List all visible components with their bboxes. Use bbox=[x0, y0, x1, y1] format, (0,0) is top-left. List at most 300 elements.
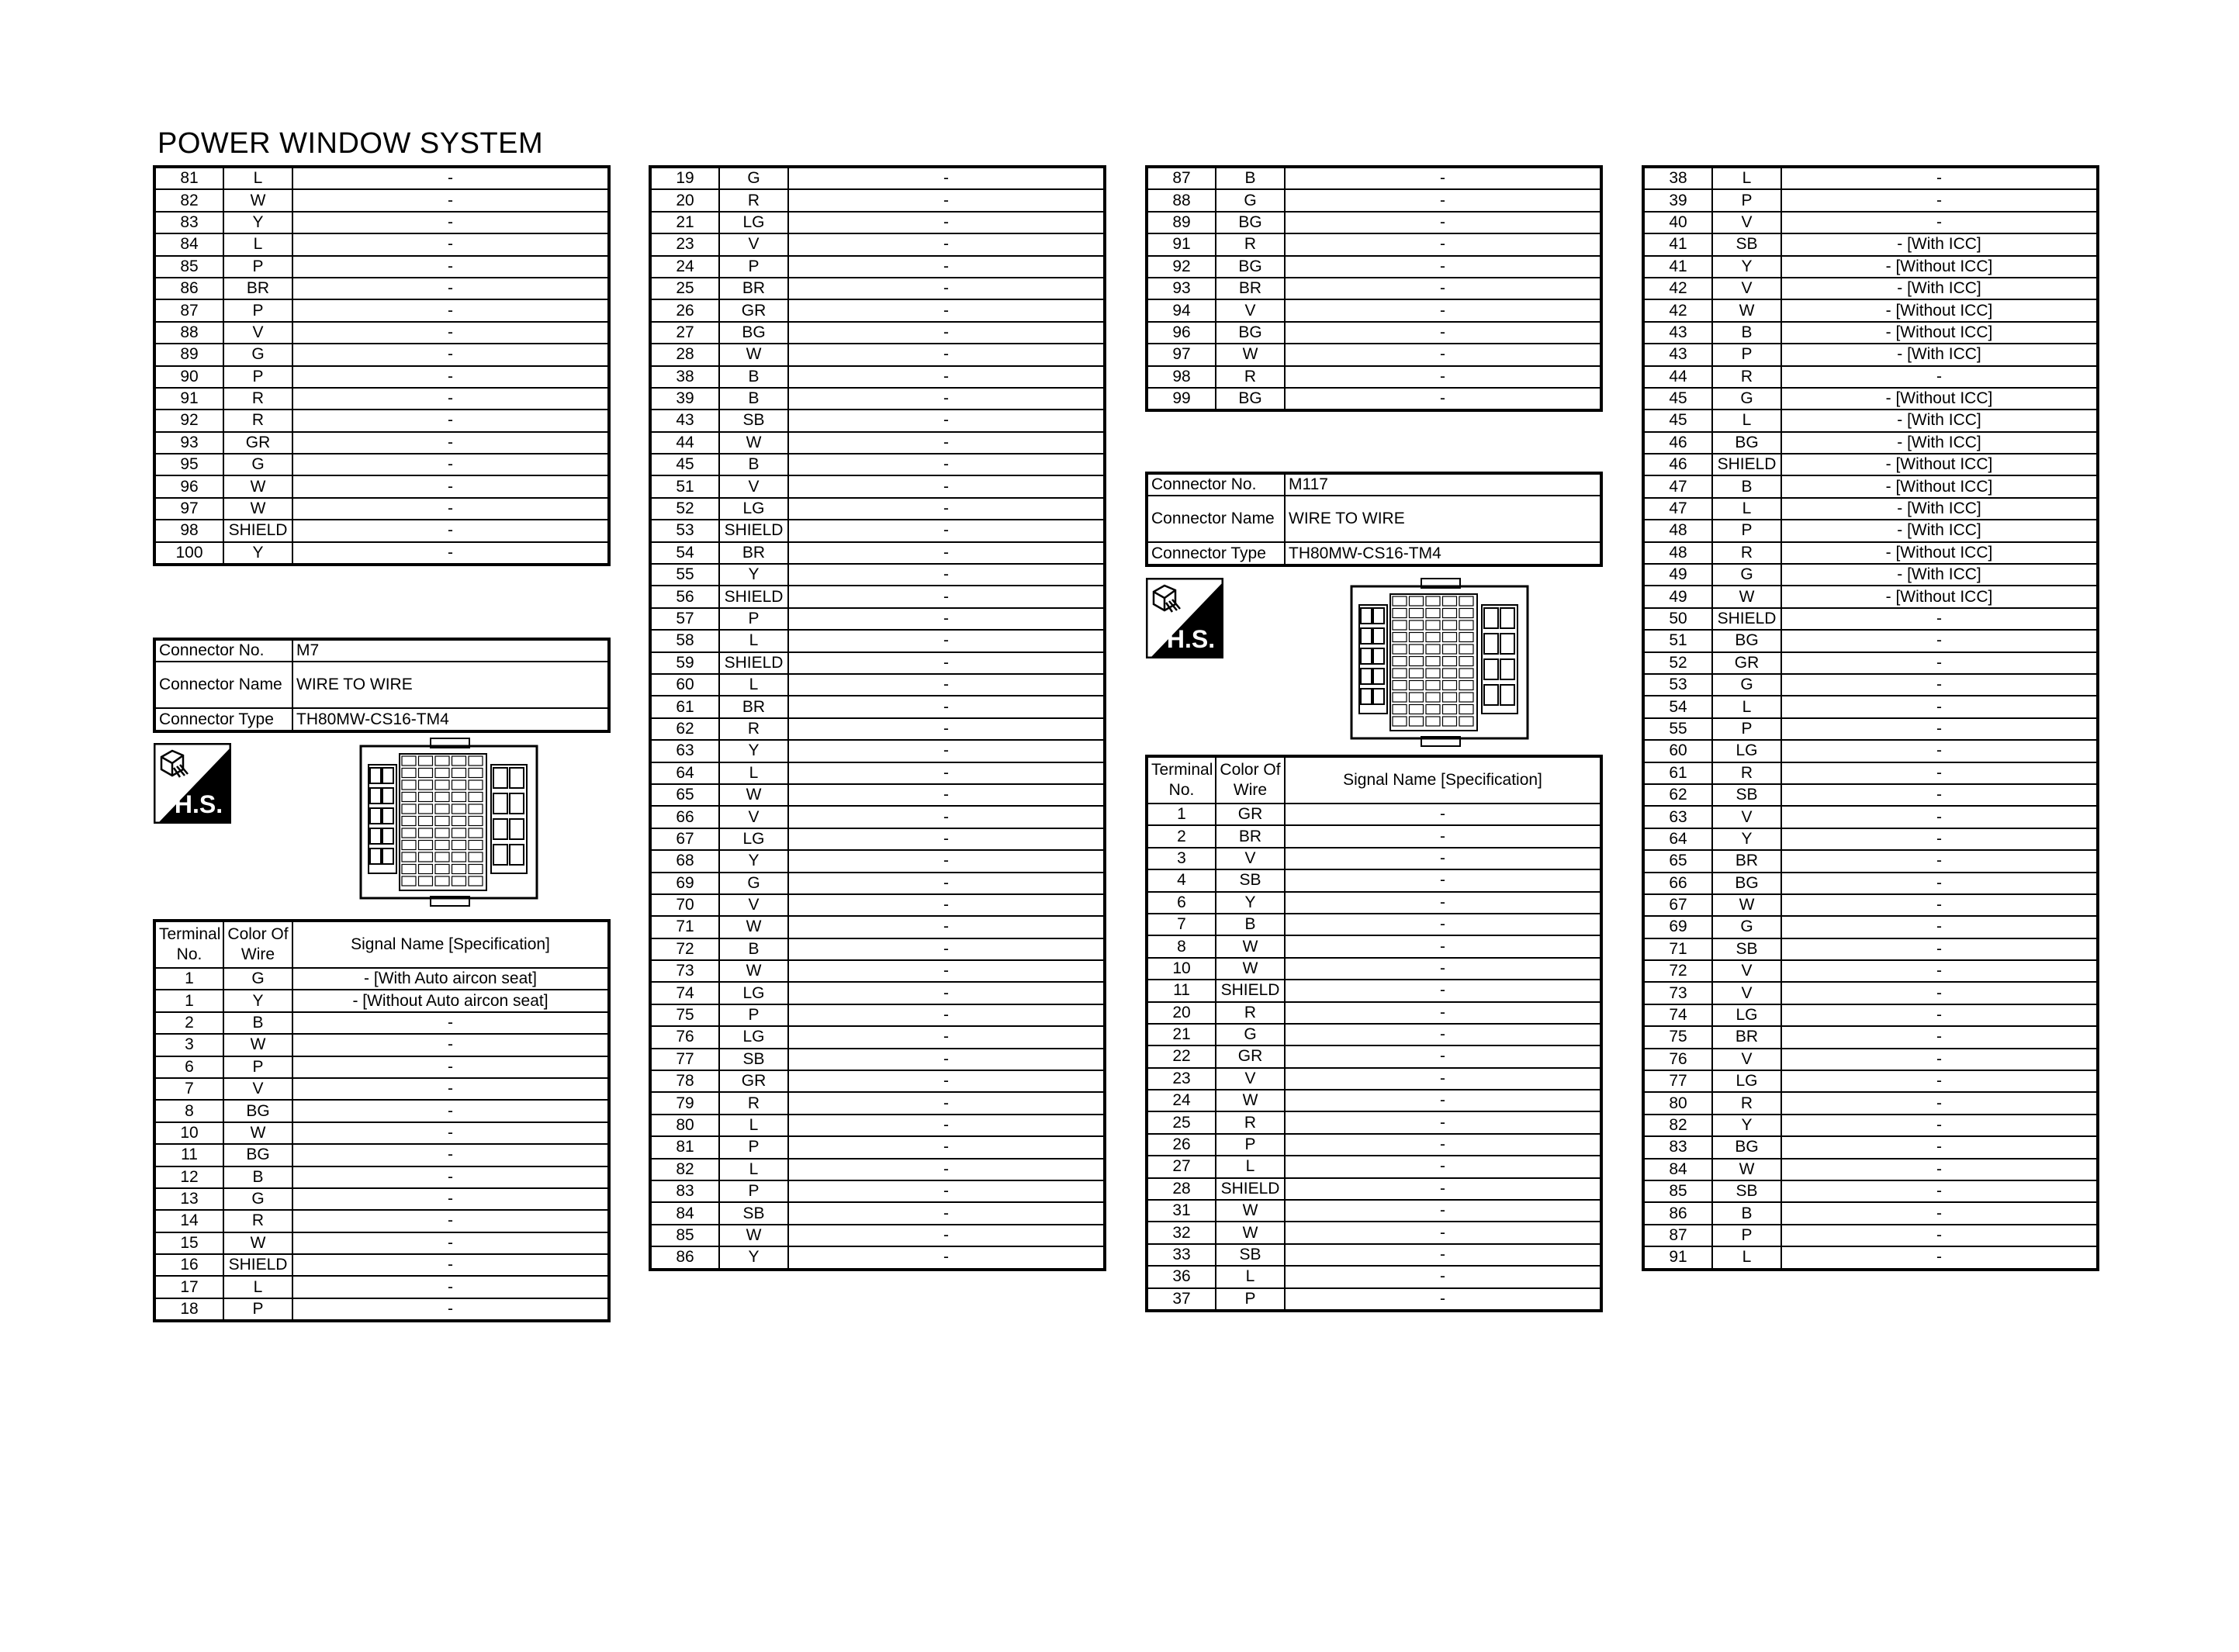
table-row bbox=[1643, 520, 2098, 541]
wire-color-cell: P bbox=[719, 1180, 788, 1202]
table-row bbox=[1643, 410, 2098, 431]
wire-color-cell: B bbox=[1712, 322, 1781, 344]
wire-color-cell: BG bbox=[1712, 630, 1781, 651]
terminal-no-cell: 47 bbox=[1643, 498, 1712, 520]
table-row bbox=[154, 1144, 609, 1166]
terminal-no-cell: 21 bbox=[1147, 1024, 1216, 1045]
table-row bbox=[1643, 212, 2098, 233]
terminal-no-cell: 49 bbox=[1643, 564, 1712, 586]
wire-color-cell: G bbox=[1712, 916, 1781, 938]
signal-name-cell: - bbox=[292, 344, 609, 365]
signal-name-cell: - bbox=[1285, 1178, 1601, 1200]
terminal-no-cell: 91 bbox=[1643, 1246, 1712, 1269]
wire-color-cell: V bbox=[719, 475, 788, 497]
signal-name-cell: - [Without ICC] bbox=[1781, 475, 2098, 497]
header-terminal-no: Terminal No. bbox=[1147, 756, 1216, 804]
signal-name-cell: - bbox=[788, 873, 1105, 894]
wire-color-cell: B bbox=[1216, 167, 1285, 189]
terminal-no-cell: 65 bbox=[650, 784, 719, 806]
signal-name-cell: - [Without ICC] bbox=[1781, 542, 2098, 564]
signal-name-cell: - [Without ICC] bbox=[1781, 256, 2098, 278]
signal-name-cell: - bbox=[788, 960, 1105, 982]
signal-name-cell: - bbox=[788, 454, 1105, 475]
table-row bbox=[1643, 1225, 2098, 1246]
table-row bbox=[154, 344, 609, 365]
signal-name-cell: - bbox=[788, 344, 1105, 365]
signal-name-cell: - [With ICC] bbox=[1781, 564, 2098, 586]
table-row bbox=[650, 189, 1105, 211]
terminal-table-c1-top bbox=[153, 165, 611, 566]
signal-name-cell: - bbox=[788, 388, 1105, 410]
wire-color-cell: V bbox=[1712, 960, 1781, 982]
terminal-no-cell: 32 bbox=[1147, 1222, 1216, 1243]
table-row bbox=[650, 322, 1105, 344]
wire-color-cell: V bbox=[719, 806, 788, 828]
signal-name-cell: - [Without ICC] bbox=[1781, 322, 2098, 344]
table-row bbox=[1643, 1159, 2098, 1180]
signal-name-cell: - bbox=[1285, 1156, 1601, 1177]
table-row bbox=[154, 968, 609, 990]
signal-name-cell: - bbox=[1285, 366, 1601, 388]
signal-name-cell: - bbox=[1285, 256, 1601, 278]
signal-name-cell: - bbox=[1285, 848, 1601, 869]
signal-name-cell: - bbox=[1781, 916, 2098, 938]
table-row bbox=[1643, 674, 2098, 696]
signal-name-cell: - bbox=[1285, 1090, 1601, 1111]
wire-color-cell: L bbox=[1712, 498, 1781, 520]
signal-name-cell: - bbox=[1781, 938, 2098, 960]
signal-name-cell: - bbox=[788, 1225, 1105, 1246]
terminal-no-cell: 84 bbox=[650, 1202, 719, 1224]
table-row bbox=[154, 1078, 609, 1100]
signal-name-cell: - bbox=[1285, 233, 1601, 255]
signal-name-cell: - bbox=[1285, 1002, 1601, 1024]
table-row bbox=[650, 1092, 1105, 1114]
wire-color-cell: W bbox=[223, 1034, 292, 1056]
wire-color-cell: R bbox=[719, 1092, 788, 1114]
table-row bbox=[650, 1026, 1105, 1048]
terminal-no-cell: 87 bbox=[154, 299, 223, 321]
terminal-no-cell: 82 bbox=[1643, 1115, 1712, 1136]
table-row bbox=[154, 322, 609, 344]
wire-color-cell: GR bbox=[719, 1070, 788, 1092]
wire-color-cell: SHIELD bbox=[1216, 980, 1285, 1001]
table-row bbox=[1147, 1156, 1601, 1177]
wire-color-cell: P bbox=[223, 256, 292, 278]
wire-color-cell: P bbox=[1216, 1288, 1285, 1311]
signal-name-cell: - [With ICC] bbox=[1781, 520, 2098, 541]
terminal-no-cell: 91 bbox=[154, 388, 223, 410]
table-row bbox=[154, 1012, 609, 1034]
wire-color-cell: L bbox=[1216, 1156, 1285, 1177]
table-row bbox=[650, 916, 1105, 938]
signal-name-cell: - bbox=[292, 1012, 609, 1034]
terminal-no-cell: 49 bbox=[1643, 586, 1712, 607]
wire-color-cell: G bbox=[1712, 674, 1781, 696]
terminal-no-cell: 68 bbox=[650, 850, 719, 872]
table-row bbox=[1147, 1134, 1601, 1156]
signal-name-cell: - [With Auto aircon seat] bbox=[292, 968, 609, 990]
terminal-no-cell: 96 bbox=[154, 475, 223, 497]
terminal-no-cell: 95 bbox=[154, 454, 223, 475]
table-row bbox=[650, 762, 1105, 784]
terminal-no-cell: 66 bbox=[1643, 873, 1712, 894]
signal-name-cell: - bbox=[1285, 278, 1601, 299]
wire-color-cell: Y bbox=[223, 990, 292, 1011]
wire-color-cell: G bbox=[223, 968, 292, 990]
terminal-no-cell: 76 bbox=[650, 1026, 719, 1048]
wire-color-cell: GR bbox=[1712, 652, 1781, 674]
signal-name-cell: - bbox=[1285, 1288, 1601, 1311]
signal-name-cell: - bbox=[788, 1136, 1105, 1158]
wire-color-cell: BG bbox=[223, 1144, 292, 1166]
wire-color-cell: R bbox=[1216, 1111, 1285, 1133]
terminal-no-cell: 85 bbox=[1643, 1180, 1712, 1202]
wire-color-cell: P bbox=[1712, 189, 1781, 211]
signal-name-cell: - bbox=[1285, 1068, 1601, 1090]
wire-color-cell: R bbox=[1216, 233, 1285, 255]
terminal-no-cell: 21 bbox=[650, 212, 719, 233]
terminal-no-cell: 3 bbox=[1147, 848, 1216, 869]
terminal-no-cell: 86 bbox=[154, 278, 223, 299]
terminal-no-cell: 37 bbox=[1147, 1288, 1216, 1311]
wire-color-cell: BG bbox=[1216, 212, 1285, 233]
terminal-no-cell: 71 bbox=[650, 916, 719, 938]
terminal-no-cell: 40 bbox=[1643, 212, 1712, 233]
terminal-no-cell: 36 bbox=[1147, 1266, 1216, 1287]
signal-name-cell: - bbox=[788, 1159, 1105, 1180]
table-row bbox=[1147, 1222, 1601, 1243]
terminal-no-cell: 1 bbox=[154, 990, 223, 1011]
signal-name-cell: - bbox=[788, 850, 1105, 872]
table-row bbox=[1643, 806, 2098, 828]
table-row bbox=[1643, 630, 2098, 651]
signal-name-cell: - bbox=[292, 388, 609, 410]
table-row bbox=[154, 542, 609, 565]
signal-name-cell: - bbox=[1781, 1092, 2098, 1114]
terminal-no-cell: 94 bbox=[1147, 299, 1216, 321]
signal-name-cell: - bbox=[1781, 894, 2098, 916]
terminal-no-cell: 98 bbox=[154, 520, 223, 541]
signal-name-cell: - bbox=[788, 1049, 1105, 1070]
signal-name-cell: - bbox=[788, 1115, 1105, 1136]
terminal-no-cell: 92 bbox=[154, 410, 223, 431]
table-row bbox=[1147, 892, 1601, 914]
wire-color-cell: W bbox=[1216, 1200, 1285, 1222]
table-row bbox=[1147, 1200, 1601, 1222]
signal-name-cell: - bbox=[788, 1092, 1105, 1114]
table-row bbox=[1147, 344, 1601, 365]
wire-color-cell: BG bbox=[1216, 388, 1285, 410]
wire-color-cell: Y bbox=[1712, 828, 1781, 850]
wire-color-cell: BG bbox=[1712, 432, 1781, 454]
table-row bbox=[1643, 498, 2098, 520]
wire-color-cell: BR bbox=[1216, 825, 1285, 847]
wire-color-cell: W bbox=[223, 1232, 292, 1254]
wire-color-cell: V bbox=[223, 1078, 292, 1100]
terminal-no-cell: 45 bbox=[1643, 410, 1712, 431]
table-row bbox=[1147, 1178, 1601, 1200]
table-row bbox=[650, 740, 1105, 762]
terminal-no-cell: 72 bbox=[650, 938, 719, 960]
wire-color-cell: GR bbox=[719, 299, 788, 321]
table-row bbox=[650, 1136, 1105, 1158]
table-row bbox=[1147, 189, 1601, 211]
signal-name-cell: - bbox=[292, 233, 609, 255]
terminal-no-cell: 99 bbox=[1147, 388, 1216, 410]
table-row bbox=[1147, 848, 1601, 869]
wire-color-cell: BG bbox=[223, 1100, 292, 1121]
wire-color-cell: Y bbox=[223, 212, 292, 233]
table-row bbox=[1643, 299, 2098, 321]
signal-name-cell: - bbox=[292, 1078, 609, 1100]
wire-color-cell: Y bbox=[223, 542, 292, 565]
terminal-no-cell: 62 bbox=[650, 718, 719, 740]
table-row bbox=[650, 388, 1105, 410]
wire-color-cell: R bbox=[223, 388, 292, 410]
wire-color-cell: B bbox=[223, 1166, 292, 1188]
signal-name-cell: - [Without ICC] bbox=[1781, 586, 2098, 607]
table-row bbox=[154, 189, 609, 211]
terminal-no-cell: 83 bbox=[1643, 1136, 1712, 1158]
table-row bbox=[650, 212, 1105, 233]
wire-color-cell: G bbox=[719, 167, 788, 189]
terminal-no-cell: 80 bbox=[650, 1115, 719, 1136]
connector-no-value: M7 bbox=[292, 639, 609, 662]
table-row bbox=[1147, 935, 1601, 957]
connector-type-value: TH80MW-CS16-TM4 bbox=[292, 708, 609, 731]
signal-name-cell: - [With ICC] bbox=[1781, 498, 2098, 520]
signal-name-cell: - bbox=[1781, 740, 2098, 762]
wire-color-cell: LG bbox=[719, 982, 788, 1004]
table-row bbox=[1643, 1092, 2098, 1114]
wire-color-cell: W bbox=[719, 916, 788, 938]
table-row bbox=[1643, 1115, 2098, 1136]
wire-color-cell: V bbox=[1712, 982, 1781, 1004]
terminal-no-cell: 3 bbox=[154, 1034, 223, 1056]
signal-name-cell: - bbox=[292, 520, 609, 541]
wire-color-cell: BG bbox=[1216, 256, 1285, 278]
table-row bbox=[1643, 696, 2098, 717]
terminal-no-cell: 54 bbox=[650, 542, 719, 564]
table-row bbox=[650, 520, 1105, 541]
terminal-no-cell: 86 bbox=[650, 1246, 719, 1269]
signal-name-cell: - bbox=[1285, 1200, 1601, 1222]
table-row bbox=[154, 1056, 609, 1078]
table-row bbox=[1147, 366, 1601, 388]
table-row bbox=[154, 1166, 609, 1188]
wire-color-cell: W bbox=[1216, 344, 1285, 365]
table-row bbox=[1643, 475, 2098, 497]
table-row bbox=[1643, 564, 2098, 586]
signal-name-cell: - bbox=[1781, 806, 2098, 828]
table-row bbox=[154, 388, 609, 410]
wire-color-cell: R bbox=[223, 1210, 292, 1232]
wire-color-cell: W bbox=[719, 960, 788, 982]
terminal-no-cell: 87 bbox=[1643, 1225, 1712, 1246]
wire-color-cell: R bbox=[1712, 542, 1781, 564]
table-row bbox=[650, 498, 1105, 520]
table-row bbox=[1643, 762, 2098, 784]
table-row bbox=[1643, 278, 2098, 299]
table-row bbox=[1147, 914, 1601, 935]
table-row bbox=[154, 454, 609, 475]
wire-color-cell: W bbox=[223, 475, 292, 497]
wire-color-cell: W bbox=[719, 1225, 788, 1246]
signal-name-cell: - bbox=[788, 1004, 1105, 1026]
table-row bbox=[1643, 432, 2098, 454]
table-row bbox=[1643, 344, 2098, 365]
terminal-no-cell: 57 bbox=[650, 608, 719, 630]
terminal-no-cell: 23 bbox=[1147, 1068, 1216, 1090]
wire-color-cell: BG bbox=[1712, 1136, 1781, 1158]
signal-name-cell: - bbox=[1781, 1115, 2098, 1136]
signal-name-cell: - bbox=[788, 212, 1105, 233]
terminal-no-cell: 86 bbox=[1643, 1202, 1712, 1224]
terminal-table-c3-top bbox=[1145, 165, 1603, 412]
table-row bbox=[154, 278, 609, 299]
wire-color-cell: P bbox=[1216, 1134, 1285, 1156]
table-row bbox=[650, 828, 1105, 850]
connector-no-label: Connector No. bbox=[154, 639, 292, 662]
terminal-no-cell: 93 bbox=[154, 432, 223, 454]
terminal-no-cell: 87 bbox=[1147, 167, 1216, 189]
table-row bbox=[1147, 299, 1601, 321]
wire-color-cell: W bbox=[1712, 586, 1781, 607]
connector-name-label: Connector Name bbox=[154, 662, 292, 708]
wire-color-cell: B bbox=[719, 366, 788, 388]
signal-name-cell: - bbox=[1781, 1026, 2098, 1048]
signal-name-cell: - bbox=[1285, 804, 1601, 825]
signal-name-cell: - [With ICC] bbox=[1781, 344, 2098, 365]
connector-info-m117 bbox=[1145, 472, 1603, 567]
signal-name-cell: - bbox=[788, 894, 1105, 916]
wire-color-cell: Y bbox=[719, 564, 788, 586]
terminal-no-cell: 31 bbox=[1147, 1200, 1216, 1222]
table-row bbox=[650, 454, 1105, 475]
table-row bbox=[1643, 256, 2098, 278]
terminal-no-cell: 1 bbox=[154, 968, 223, 990]
wire-color-cell: V bbox=[223, 322, 292, 344]
table-row bbox=[154, 167, 609, 189]
wire-color-cell: BR bbox=[719, 542, 788, 564]
wire-color-cell: SHIELD bbox=[1712, 608, 1781, 630]
terminal-no-cell: 61 bbox=[1643, 762, 1712, 784]
connector-no-value: M117 bbox=[1285, 473, 1601, 496]
table-row bbox=[650, 1159, 1105, 1180]
table-row bbox=[650, 564, 1105, 586]
table-row bbox=[650, 1049, 1105, 1070]
signal-name-cell: - bbox=[788, 608, 1105, 630]
signal-name-cell: - bbox=[788, 233, 1105, 255]
wire-color-cell: BR bbox=[1712, 850, 1781, 872]
terminal-no-cell: 50 bbox=[1643, 608, 1712, 630]
terminal-no-cell: 33 bbox=[1147, 1244, 1216, 1266]
table-row bbox=[1147, 212, 1601, 233]
wire-color-cell: Y bbox=[1216, 892, 1285, 914]
terminal-no-cell: 85 bbox=[650, 1225, 719, 1246]
wire-color-cell: W bbox=[1216, 1222, 1285, 1243]
table-header-row bbox=[1147, 756, 1601, 804]
terminal-no-cell: 88 bbox=[154, 322, 223, 344]
terminal-no-cell: 72 bbox=[1643, 960, 1712, 982]
signal-name-cell: - bbox=[1781, 189, 2098, 211]
signal-name-cell: - bbox=[1285, 167, 1601, 189]
wire-color-cell: B bbox=[1712, 1202, 1781, 1224]
wire-color-cell: G bbox=[1712, 564, 1781, 586]
connector-info-m7 bbox=[153, 638, 611, 733]
signal-name-cell: - bbox=[292, 1210, 609, 1232]
table-row bbox=[650, 1180, 1105, 1202]
header-color-of-wire: Color Of Wire bbox=[223, 921, 292, 968]
terminal-no-cell: 67 bbox=[1643, 894, 1712, 916]
wire-color-cell: BG bbox=[719, 322, 788, 344]
signal-name-cell: - bbox=[1781, 212, 2098, 233]
table-row bbox=[650, 718, 1105, 740]
signal-name-cell: - bbox=[788, 718, 1105, 740]
signal-name-cell: - bbox=[292, 1232, 609, 1254]
signal-name-cell: - bbox=[292, 299, 609, 321]
terminal-no-cell: 58 bbox=[650, 630, 719, 651]
table-row bbox=[1643, 388, 2098, 410]
wire-color-cell: SB bbox=[1216, 1244, 1285, 1266]
signal-name-cell: - [With ICC] bbox=[1781, 410, 2098, 431]
signal-name-cell: - bbox=[292, 167, 609, 189]
terminal-no-cell: 7 bbox=[1147, 914, 1216, 935]
wire-color-cell: G bbox=[1216, 189, 1285, 211]
terminal-no-cell: 24 bbox=[650, 256, 719, 278]
terminal-no-cell: 73 bbox=[1643, 982, 1712, 1004]
table-row bbox=[650, 1246, 1105, 1269]
terminal-no-cell: 55 bbox=[1643, 718, 1712, 740]
wire-color-cell: R bbox=[719, 189, 788, 211]
terminal-no-cell: 26 bbox=[650, 299, 719, 321]
signal-name-cell: - bbox=[292, 1254, 609, 1276]
wire-color-cell: SHIELD bbox=[719, 586, 788, 607]
terminal-no-cell: 97 bbox=[1147, 344, 1216, 365]
terminal-no-cell: 98 bbox=[1147, 366, 1216, 388]
table-row bbox=[1643, 586, 2098, 607]
wire-color-cell: SHIELD bbox=[1216, 1178, 1285, 1200]
table-row bbox=[1643, 1136, 2098, 1158]
terminal-no-cell: 71 bbox=[1643, 938, 1712, 960]
terminal-no-cell: 41 bbox=[1643, 256, 1712, 278]
wire-color-cell: BG bbox=[1216, 322, 1285, 344]
terminal-no-cell: 74 bbox=[1643, 1004, 1712, 1026]
signal-name-cell: - [With ICC] bbox=[1781, 278, 2098, 299]
table-row bbox=[1147, 1068, 1601, 1090]
terminal-no-cell: 2 bbox=[1147, 825, 1216, 847]
terminal-no-cell: 15 bbox=[154, 1232, 223, 1254]
table-row bbox=[650, 1225, 1105, 1246]
wire-color-cell: W bbox=[719, 432, 788, 454]
signal-name-cell: - bbox=[1781, 630, 2098, 651]
table-row bbox=[1147, 233, 1601, 255]
signal-name-cell: - bbox=[788, 586, 1105, 607]
table-row bbox=[154, 1232, 609, 1254]
table-row bbox=[154, 410, 609, 431]
terminal-no-cell: 42 bbox=[1643, 299, 1712, 321]
terminal-no-cell: 44 bbox=[650, 432, 719, 454]
terminal-no-cell: 43 bbox=[1643, 344, 1712, 365]
wire-color-cell: R bbox=[1712, 1092, 1781, 1114]
terminal-no-cell: 78 bbox=[650, 1070, 719, 1092]
signal-name-cell: - bbox=[788, 410, 1105, 431]
terminal-no-cell: 48 bbox=[1643, 542, 1712, 564]
signal-name-cell: - bbox=[292, 1122, 609, 1144]
signal-name-cell: - bbox=[1781, 167, 2098, 189]
wire-color-cell: R bbox=[1216, 1002, 1285, 1024]
